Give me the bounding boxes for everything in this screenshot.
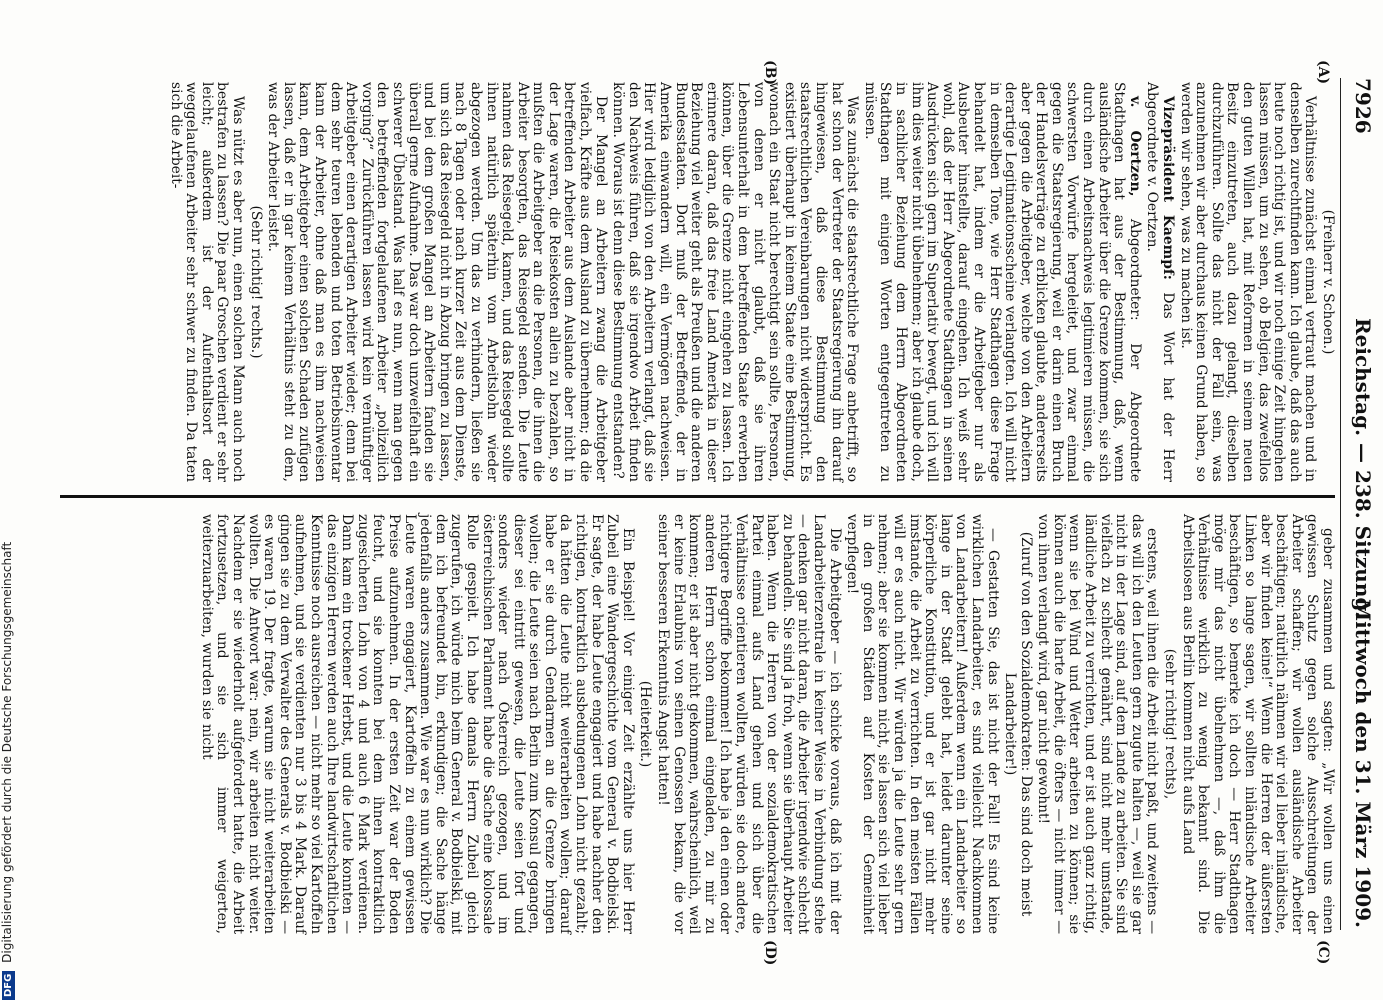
interjection: (Heiterkeit.) — [637, 680, 654, 768]
session-title: Reichstag. — 238. Sitzung. — [1351, 318, 1375, 619]
page-header — [1349, 78, 1375, 928]
interjection: (Freiherr v. Schoen.) — [1320, 209, 1336, 355]
column-divider — [60, 495, 1335, 498]
paragraph: erstens, weil ihnen die Arbeit nicht paßt, und zweitens — das will ich den Leuten gern zugute halten —, weil sie gar nicht in der Lage sind, auf dem Lande zu arbeiten. Sie sind vielfach zu schlecht genährt, sind nicht mehr umstande, ländliche Arbeit zu verrichten, und er ist auch ganz richtig, wenn sie bei Wind und Wetter arbeiten zu können; sie können auch die harte Arbeit, die öfters — nicht immer — von ihnen verlangt wird, gar nicht gewohnt! — [1035, 514, 1161, 934]
paragraph: Der Mangel an Arbeitern zwang die Arbeitgeber vielfach, Kräfte aus dem Ausland zu übernehmen; da die betreffenden Arbeiter aus dem Auslande aber nicht in der Lage waren, die Reisekosten allein zu bezahlen, so mußten die Arbeitgeber an die Personen, die ihnen die Arbeiter besorgten, das Reisegeld senden. Die Leute nahmen das Reisegeld, kamen, und das Reisegeld sollte ihnen natürlich späterhin vom Arbeitslohn wieder abgezogen werden. Um das zu verhindern, ließen sie nach 8 Tagen oder nach kurzer Zeit aus dem Dienste, um sich das Reisegeld nicht in Abzug bringen zu lassen, und bei dem großen Mangel an Arbeitern fanden sie überall gerne Aufnahme. Das war doch unzweifelhaft ein schwerer Übelstand. Was half es nun, wenn man gegen den betreffenden fortgelaufenen Arbeiter „polizeilich vorging?“ Zurückführen lassen wird kein vernünftiger Arbeitgeber einen derartigen Arbeiter wieder; denn bei dem sehr teuren lebenden und toten Betriebsinventar kann der Arbeiter, ohne daß man es ihm nachweisen kann, dem Arbeitgeber einen solchen Schaden zufügen lassen, daß er in gar keinem Verhältnis steht zu dem, was der Arbeiter leistet. — [265, 82, 609, 482]
speaker-name: Vizepräsident Kaempf: — [1160, 96, 1177, 280]
speaker-paragraph — [1144, 82, 1175, 482]
right-column — [198, 514, 1336, 934]
credit-text: Digitalisierung gefördert durch die Deutsche Forschungsgemeinschaft — [0, 541, 14, 963]
paragraph: geber zusammen und sagten: „Wir wollen uns einen gewissen Schutz gegen solche Ausschreitungen der Arbeiter schaffen; wir wollen ausländische Arbeiter beschäftigen; natürlich nähmen wir viel lieber inländische, aber wir finden keine!“ Wenn die Herren der äußersten Linken so lange sagen, wir sollten inländische Arbeiter beschäftigen, so bemerke ich doch — Herr Stadthagen möge mir das nicht übelnehmen —, daß ihm die Verhältnisse wirklich zu wenig bekannt sind. Die Arbeitslosen aus Berlin kommen nicht aufs Land — [1179, 514, 1336, 934]
speaker-paragraph — [861, 82, 1142, 482]
speech-text: Das Wort hat der Herr Abgeordnete v. Oertzen. — [1144, 82, 1177, 483]
margin-marker-b: (B) — [762, 60, 778, 86]
speaker-name: v. Oertzen, — [1126, 96, 1143, 197]
margin-marker-d: (D) — [762, 940, 778, 966]
paragraph: Ein Beispiel! Vor einiger Zeit erzählte uns hier Herr Zubeil eine Wandergeschichte vom General v. Bodbielski. Er sagte, der habe Leute engagiert und habe nachher den richtigen, kontraktlich ausbedungenen Lohn nicht gezahlt; da hätten die Leute nicht weiterarbeiten wollen; darauf habe er sie durch Gendarmen an die Grenze bringen wollen; die Leute seien nach Berlin zum Konsul gegangen, dieser sei eintritt gewesen, die Leute seien fort und sonders wieder nach Österreich gezogen, und im österreichischen Parlament habe die Sache eine kolossale Rolle gespielt. Ich habe damals Herrn Zubeil gleich zugerufen, ich würde mich beim General v. Bodbielski, mit dem ich befreundet bin, erkundigen; die Sache hänge jedenfalls anders zusammen. Wie war es nun wirklich? Die Leute waren engagiert, Kartoffeln zu einem gewissen Preise aufzunehmen. In der ersten Zeit war der Boden feucht, und sie konnten bei dem ihnen kontraktlich zugesicherten Lohn von 4 und auch 6 Mark verdienen. Dann kam ein trockener Herbst, und die Leute konnten — das einzigen Herren werden auch Ihre landwirtschaftlichen Kenntnisse noch ausreichen — nicht mehr so viel Kartoffeln aufnehmen, und sie verdienten nur 3 bis 4 Mark. Darauf gingen sie zu dem Verwalter des Generals v. Bodbielski — es waren 19. Der fragte, warum sie nicht weiterarbeiten wollten. Die Antwort war: nein, wir arbeiten nicht weiter. Nachdem er sie wiederholt aufgefordert hatte, die Arbeit fortzusetzen, und sie sich immer weigerten, weiterzuarbeiten, wurden sie nicht — [198, 514, 636, 934]
session-date: Mittwoch den 31. März 1909. — [1351, 598, 1375, 928]
paragraph: Verhältnisse zunächst einmal vertraut machen und in denselben zurechtfinden kann. Ich glaube, daß das auch heute noch richtig ist, und wir noch einige Zeit hingehen lassen müssen, um zu sehen, ob Belgien, das zweifellos den guten Willen hat, mit Reformen in seinem neuen Besitz einzutreten, auch dazu gelangt, dieselben durchzuführen. Sollte das nicht der Fall sein, was anzunehmen wir aber durchaus keinen Grund haben, so werden wir sehen, was zu machen ist. — [1177, 82, 1319, 482]
dfg-logo: DFG — [2, 971, 15, 1000]
left-column — [167, 82, 1336, 483]
header-rule — [1340, 78, 1341, 930]
speech-text: Abgeordneter: Der Abgeordnete Stadthagen hat aus der Bestimmung, daß, wenn ausländische Arbeiter über die Grenze kommen, sie sich durch einen Arbeitsnachweis legitimieren müssen, die schwersten Vorwürfe hergeleitet, und zwar einmal gegen die Staatsregierung, weil er darin einen Bruch der Handelsverträge zu erblicken glaubte, andererseits aber gegen die Arbeitgeber, welche von den Arbeitern derartige Legitimationsscheine verlangten. Ich will nicht in demselben Tone, wie Herr Stadthagen diese Frage behandelt hat, indem er die Arbeitgeber nur als Ausbeuter hinstellte, darauf eingehen. Ich weiß sehr wohl, daß der Herr Abgeordnete Stadthagen in seinen Ausdrücken sich gern im Superlativ bewegt, und ich will ihm dies weiter nicht übelnehmen; aber ich glaube doch, in sachlicher Beziehung dem Herrn Abgeordneten Stadthagen mit einigen Worten entgegentreten zu müssen. — [861, 82, 1143, 482]
paragraph: — Gestatten Sie, das ist nicht der Fall! Es sind keine wirklichen Landarbeiter, es sind vielleicht Nachkommen von Landarbeitern! Außerdem wenn ein Landarbeiter so lange in der Stadt gelebt hat, leidet darunter seine körperliche Konstitution, und er ist gar nicht mehr imstande, die Arbeit zu verrichten. In den meisten Fällen will er es auch nicht. Wir würden ja die Leute sehr gern nehmen; aber sie kommen nicht, sie lassen sich viel lieber in den großen Städten auf Kosten der Gemeinheit verpflegen! — [844, 514, 1001, 934]
page-number: 7926 — [1351, 78, 1375, 134]
interjection: (Zuruf von den Sozialdemokraten: Das sind doch meist Landarbeiter!) — [1002, 531, 1034, 917]
digitization-credit — [0, 0, 18, 1000]
margin-marker-a: (A) — [1315, 60, 1331, 85]
interjection: (Sehr richtig! rechts.) — [247, 205, 264, 359]
paragraph: Die Arbeitgeber — ich schicke voraus, daß ich mit der Landarbeiterzentrale in keiner Weise in Verbindung stehe — denken gar nicht daran, die Arbeiter irgendwie schlecht zu behandeln. Sie sind ja froh, wenn sie überhaupt Arbeiter haben. Wenn die Herren von der sozialdemokratischen Partei einmal aufs Land gehen und sich über die Verhältnisse orientieren wollten, würden sie doch andere, richtigere Begriffe bekommen! Ich habe ja den einen oder anderen Herrn schon einmal eingeladen, zu mir zu kommen; er ist aber nicht gekommen, wahrscheinlich, weil er keine Erlaubnis von seinen Genossen bekam, die vor seiner besseren Erkenntnis Angst hatten! — [655, 514, 843, 934]
margin-marker-c: (C) — [1315, 940, 1331, 965]
interjection: (sehr richtig! rechts), — [1162, 648, 1179, 800]
paragraph: Was zunächst die staatsrechtliche Frage anbetrifft, so hat schon der Vertreter der Staatsregierung ihn darauf hingewiesen, daß diese Bestimmung den staatsrechtlichen Vereinbarungen nicht widerspricht. Es existiert überhaupt in keinem Staate eine Bestimmung, wonach ein Staat nicht berechtigt sein sollte, Personen, von denen er nicht glaubt, daß sie ihren Lebensunterhalt in dem betreffenden Staate erwerben können, über die Grenze nicht eingehen zu lassen. Ich erinnere daran, daß das freie Land Amerika in dieser Beziehung viel weiter geht als Preußen und die anderen Bundesstaaten. Dort muß der Betreffende, der in Amerika einwandern will, ein Vermögen nachweisen. Hier wird lediglich von den Arbeitern verlangt, daß sie den Nachweis führen, daß sie irgendwo Arbeit finden können. Woraus ist denn diese Bestimmung entstanden? — [610, 82, 861, 482]
paragraph: Was nützt es aber nun, einen solchen Mann auch noch bestrafen zu lassen? Die paar Groschen verdient er sehr leicht; außerdem ist der Aufenthaltsort der weggelaufenen Arbeiter sehr schwer zu finden. Da taten sich die Arbeit- — [167, 82, 247, 482]
